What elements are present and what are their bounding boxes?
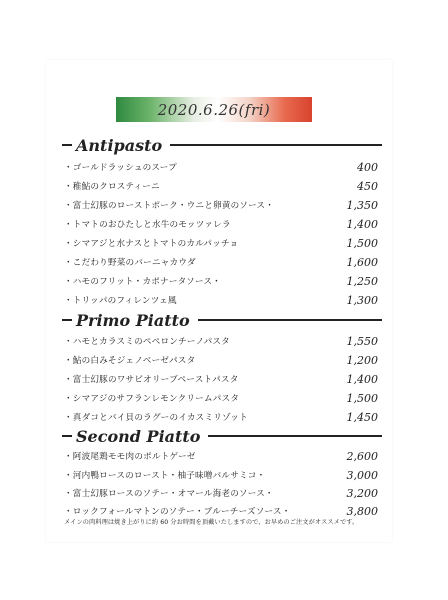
menu-item [64,333,378,349]
date-banner [116,97,312,122]
section-rule [198,319,382,321]
item-price: 1,350 [346,198,378,212]
item-price: 1,300 [346,293,378,307]
section-title: Second Piatto [76,426,201,446]
item-name: ・稚鮎のクロスティーニ [64,182,160,192]
menu-item [64,371,378,387]
section-title: Antipasto [76,135,163,155]
section-dash [62,435,72,437]
section-rule [170,144,382,146]
menu-item [64,485,378,501]
menu-item [64,178,378,194]
item-price: 3,200 [346,486,378,500]
item-name: ・鮎の白みそジェノベーゼパスタ [64,356,196,366]
item-name: ・富士幻豚のワサビオリーブペーストパスタ [64,375,239,385]
menu-item [64,197,378,213]
item-price: 1,500 [346,236,378,250]
menu-item [64,292,378,308]
item-price: 1,450 [346,410,378,424]
item-name: ・河内鴨ロースのロースト・柚子味噌バルサミコ・ [64,471,266,481]
footnote: メインの肉料理は焼き上がりに約 60 分お時間を頂戴いたしますので、お早めのご注文がオススメです。 [64,519,359,526]
menu-item [64,448,378,464]
item-name: ・トリッパのフィレンツェ風 [64,296,177,306]
item-name: ・ハモとカラスミのペペロンチーノパスタ [64,337,230,347]
menu-item [64,273,378,289]
menu-item [64,390,378,406]
menu-item [64,352,378,368]
menu-date: 2020.6.26(fri) [157,100,271,119]
menu-item [64,159,378,175]
item-name: ・真ダコとバイ貝のラグーのイカスミリゾット [64,413,248,423]
item-name: ・ゴールドラッシュのスープ [64,163,177,173]
menu-item [64,254,378,270]
item-price: 1,200 [346,353,378,367]
item-price: 1,250 [346,274,378,288]
item-price: 3,800 [346,504,378,518]
item-price: 400 [357,160,378,174]
menu-item [64,409,378,425]
item-name: ・阿波尾鶏モモ肉のポルトゲーゼ [64,452,196,462]
section-dash [62,144,72,146]
item-price: 1,550 [346,334,378,348]
item-name: ・ロックフォールマトンのソテー・ブルーチーズソース・ [64,507,291,517]
item-name: ・シマアジのサフランレモンクリームパスタ [64,394,240,404]
menu-item [64,216,378,232]
item-name: ・こだわり野菜のバーニャカウダ [64,258,196,268]
section-header-second-piatto [62,426,382,446]
section-rule [208,435,382,437]
item-name: ・富士幻豚のローストポーク・ウニと卵黄のソース・ [64,201,275,211]
menu-item [64,235,378,251]
item-price: 2,600 [346,449,378,463]
section-dash [62,319,72,321]
section-header-primo-piatto [62,310,382,330]
item-price: 1,500 [346,391,378,405]
item-name: ・ハモのフリット・カポナータソース・ [64,277,221,287]
section-header-antipasto [62,135,382,155]
item-price: 1,400 [346,217,378,231]
item-price: 1,400 [346,372,378,386]
menu-item [64,467,378,483]
item-name: ・シマアジと水ナスとトマトのカルパッチョ [64,239,239,249]
item-name: ・富士幻豚ロースのソテー・オマール海老のソース・ [64,489,274,499]
item-price: 450 [357,179,378,193]
item-price: 3,000 [346,468,378,482]
item-name: ・トマトのおひたしと水牛のモッツァレラ [64,220,231,230]
section-title: Primo Piatto [76,310,190,330]
item-price: 1,600 [346,255,378,269]
